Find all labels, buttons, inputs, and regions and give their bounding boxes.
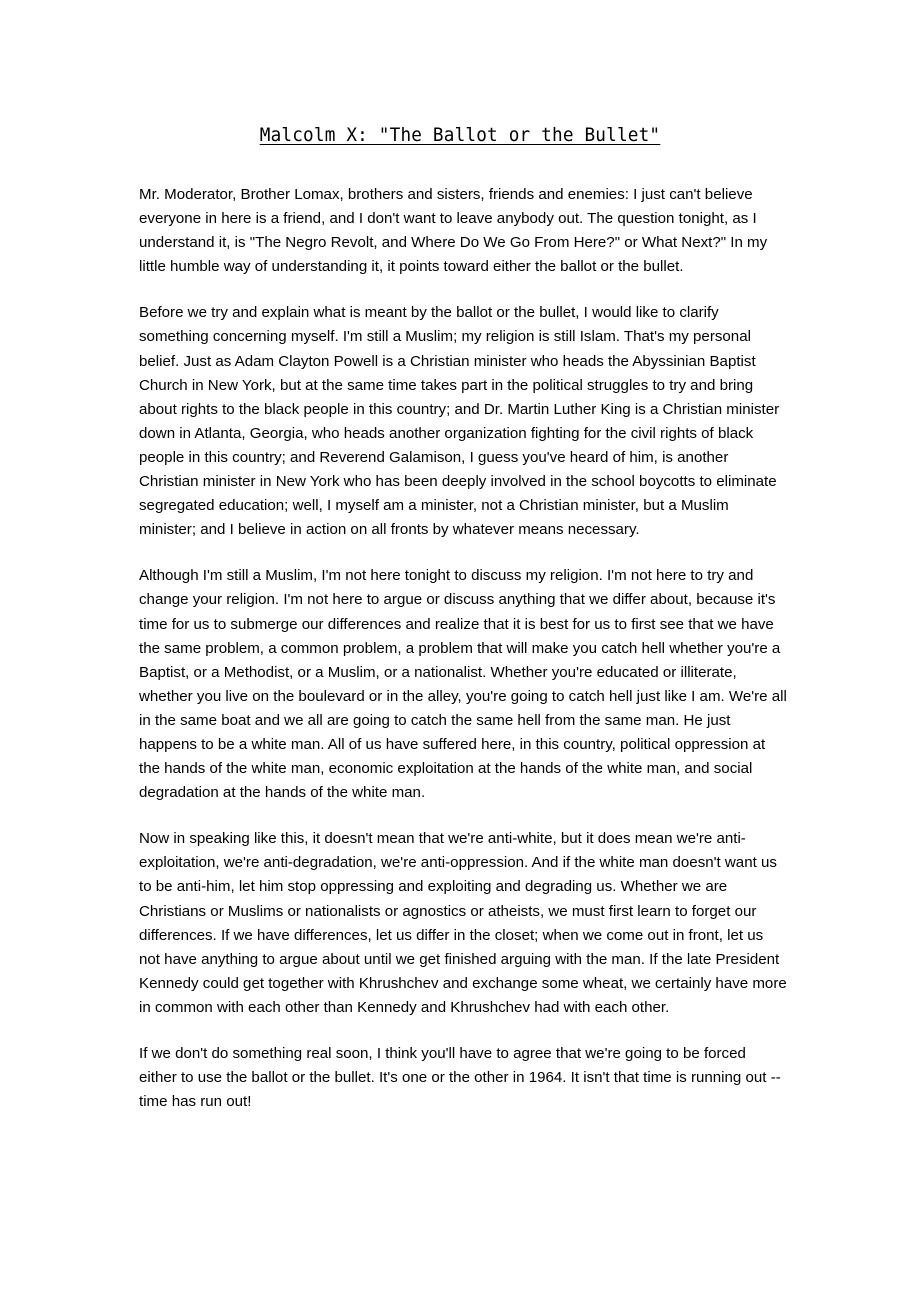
- paragraph-2: Before we try and explain what is meant by the ballot or the bullet, I would like to clarify something concerning myself. I'm still a Muslim; my religion is still Islam. That's my personal belief. Just as Adam Clayton Powell is a Christian minister who heads the Abyssinian Baptist Church in New York, but at the same time takes part in the political struggles to try and bring about rights to the black people in this country; and Dr. Martin Luther King is a Christian minister down in Atlanta, Georgia, who heads another organization fighting for the civil rights of black people in this country; and Reverend Galamison, I guess you've heard of him, is another Christian minister in New York who has been deeply involved in the school boycotts to eliminate segregated education; well, I myself am a minister, not a Christian minister, but a Muslim minister; and I believe in action on all fronts by whatever means necessary.: [139, 304, 780, 539]
- paragraph-3: Although I'm still a Muslim, I'm not here tonight to discuss my religion. I'm not here to try and change your religion. I'm not here to argue or discuss anything that we differ about, because it's time for us to submerge our differences and realize that it is best for us to first see that we have the same problem, a common problem, a problem that will make you catch hell whether you're a Baptist, or a Methodist, or a Muslim, or a nationalist. Whether you're educated or illiterate, whether you live on the boulevard or in the alley, you're going to catch hell just like I am. We're all in the same boat and we all are going to catch the same hell from the same man. He just happens to be a white man. All of us have suffered here, in this country, political oppression at the hands of the white man, economic exploitation at the hands of the white man, and social degradation at the hands of the white man.: [139, 567, 787, 802]
- document-title: Malcolm X: "The Ballot or the Bullet": [259, 124, 661, 146]
- paragraph-5: If we don't do something real soon, I think you'll have to agree that we're going to be forced either to use the ballot or the bullet. It's one or the other in 1964. It isn't that time is running out -- time has run out!: [139, 1045, 781, 1111]
- document-body: [139, 183, 787, 1136]
- paragraph-4: Now in speaking like this, it doesn't mean that we're anti-white, but it does mean we're anti-exploitation, we're anti-degradation, we're anti-oppression. And if the white man doesn't want us to be anti-him, let him stop oppressing and exploiting and degrading us. Whether we are Christians or Muslims or nationalists or agnostics or atheists, we must first learn to forget our differences. If we have differences, let us differ in the closet; when we come out in front, let us not have anything to argue about until we get finished arguing with the man. If the late President Kennedy could get together with Khrushchev and exchange some wheat, we certainly have more in common with each other than Kennedy and Khrushchev had with each other.: [139, 830, 787, 1016]
- paragraph-1: Mr. Moderator, Brother Lomax, brothers and sisters, friends and enemies: I just can't believe everyone in here is a friend, and I don't want to leave anybody out. The question tonight, as I understand it, is "The Negro Revolt, and Where Do We Go From Here?" or What Next?" In my little humble way of understanding it, it points toward either the ballot or the bullet.: [139, 186, 768, 276]
